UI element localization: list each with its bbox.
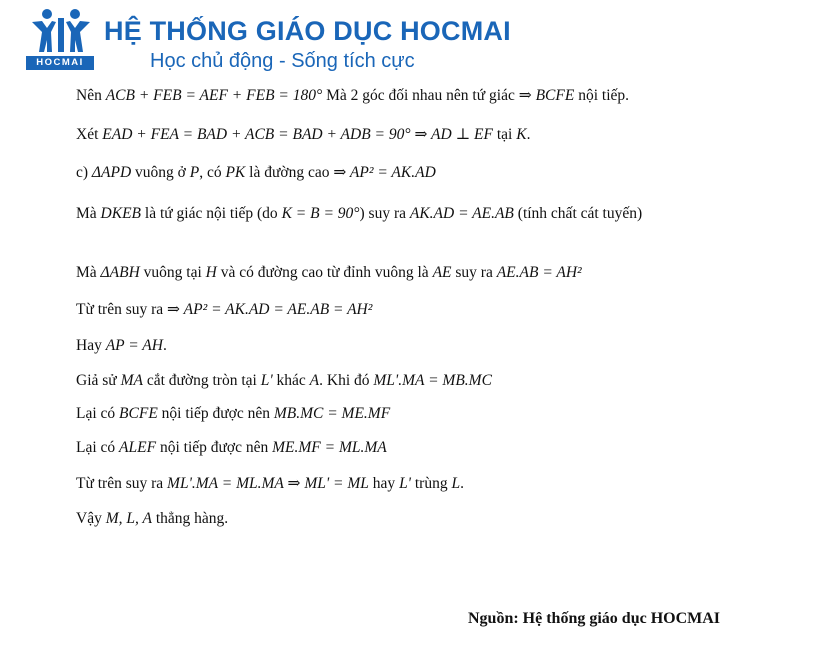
- brand-slogan: Học chủ động - Sống tích cực: [150, 50, 415, 72]
- hocmai-logo: [26, 8, 96, 72]
- text-line: Nên ACB + FEB = AEF + FEB = 180° Mà 2 góc đối nhau nên tứ giác ⇒ BCFE nội tiếp.: [76, 87, 630, 104]
- source-credit: Nguồn: Hệ thống giáo dục HOCMAI: [468, 610, 721, 627]
- text-line: Từ trên suy ra ML'.MA = ML.MA ⇒ ML' = ML hay L' trùng L.: [76, 475, 464, 492]
- logo-text: HOCMAI: [26, 56, 94, 70]
- text-line: Hay AP = AH.: [76, 337, 167, 354]
- text-line: c) ΔAPD vuông ở P, có PK là đường cao ⇒ AP² = AK.AD: [76, 164, 436, 181]
- text-line: Vậy M, L, A thẳng hàng.: [76, 510, 229, 527]
- text-line: Mà ΔABH vuông tại H và có đường cao từ đỉnh vuông là AE suy ra AE.AB = AH²: [76, 264, 582, 281]
- text-line: Mà DKEB là tứ giác nội tiếp (do K = B = 90°) suy ra AK.AD = AE.AB (tính chất cát tuyến): [76, 205, 643, 222]
- text-line: Lại có ALEF nội tiếp được nên ME.MF = ML.MA: [76, 439, 387, 456]
- text-line: Từ trên suy ra ⇒ AP² = AK.AD = AE.AB = AH²: [76, 301, 373, 318]
- header: [0, 0, 830, 80]
- people-logo-icon: [30, 8, 92, 54]
- text-line: Lại có BCFE nội tiếp được nên MB.MC = ME.MF: [76, 405, 391, 422]
- text-line: Giả sử MA cắt đường tròn tại L' khác A. Khi đó ML'.MA = MB.MC: [76, 372, 492, 389]
- text-line: Xét EAD + FEA = BAD + ACB = BAD + ADB = 90° ⇒ AD ⊥ EF tại K.: [76, 126, 531, 143]
- brand-title: HỆ THỐNG GIÁO DỤC HOCMAI: [104, 16, 511, 46]
